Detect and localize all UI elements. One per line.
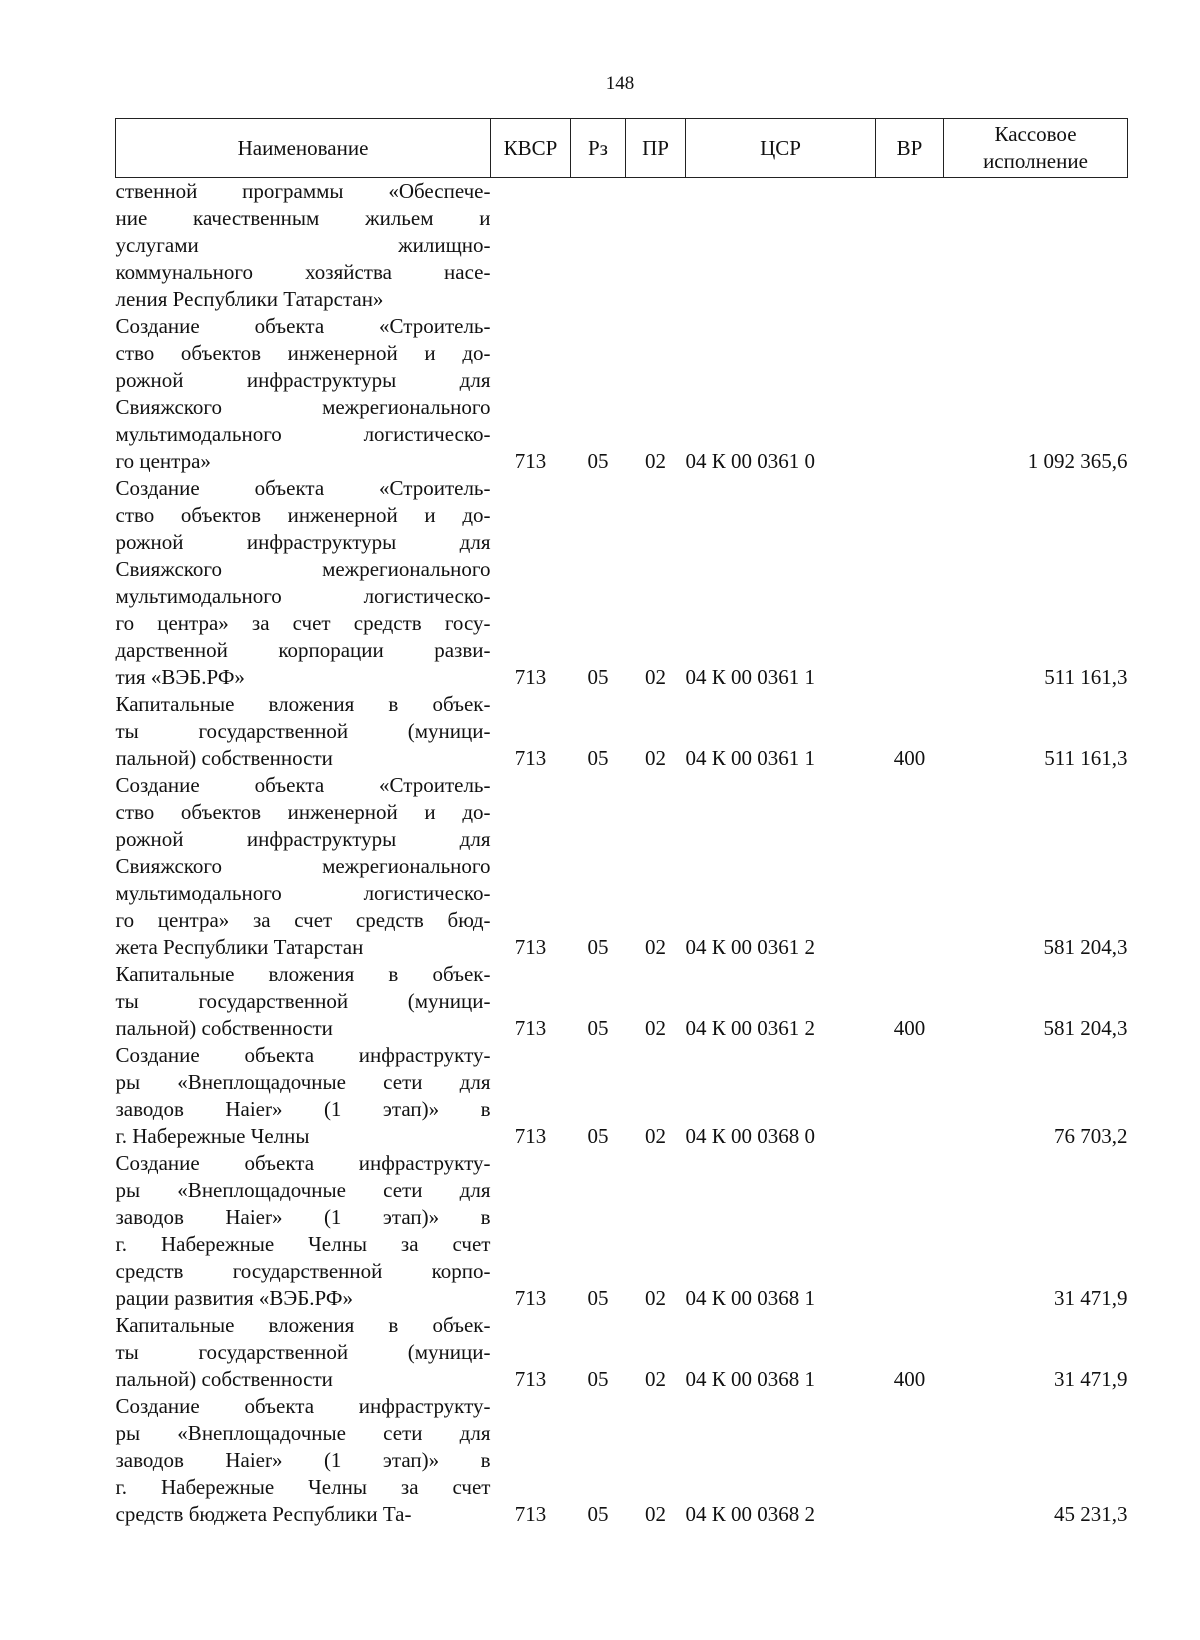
cell-kvsr: 713 (514, 449, 547, 473)
table-row (116, 1393, 1128, 1528)
name-line: Капитальные вложения в объек- (115, 1313, 491, 1337)
table-row (116, 1312, 1128, 1393)
cell-rz: 05 (587, 935, 609, 959)
cell-kvsr (491, 178, 571, 314)
cell-vr (876, 1393, 944, 1528)
name-line: Свияжского межрегионального (115, 854, 491, 878)
cell-rz: 05 (587, 665, 609, 689)
cell-pr: 02 (645, 1367, 666, 1391)
table-row (116, 178, 1128, 314)
cell-rz: 05 (587, 1286, 609, 1310)
cell-vr (876, 178, 944, 314)
name-line: ние качественным жильем и (115, 206, 491, 230)
column-header-csr: ЦСР (686, 119, 876, 178)
cell-sum: 76 703,2 (1054, 1124, 1128, 1148)
cell-name (116, 961, 491, 1042)
cell-pr: 02 (645, 1502, 666, 1526)
name-line: рожной инфраструктуры для (115, 827, 491, 851)
cell-rz: 05 (587, 1502, 609, 1526)
cell-rz: 05 (587, 1367, 609, 1391)
cell-kvsr: 713 (514, 665, 547, 689)
name-line: ры «Внеплощадочные сети для (115, 1178, 491, 1202)
name-line: услугами жилищно- (115, 233, 491, 257)
name-line: г. Набережные Челны за счет (115, 1232, 491, 1256)
name-line: го центра» (115, 449, 211, 473)
cell-pr: 02 (645, 935, 666, 959)
name-line: заводов Haier» (1 этап)» в (115, 1205, 491, 1229)
cell-sum (944, 178, 1128, 314)
name-line: ство объектов инженерной и до- (115, 800, 491, 824)
cell-sum: 31 471,9 (1054, 1286, 1128, 1310)
name-line: ственной программы «Обеспече- (115, 179, 491, 203)
name-line: пальной) собственности (115, 1016, 333, 1040)
name-line: г. Набережные Челны за счет (115, 1475, 491, 1499)
cell-rz: 05 (587, 449, 609, 473)
cell-sum: 581 204,3 (1043, 1016, 1128, 1040)
name-line: го центра» за счет средств бюд- (115, 908, 491, 932)
column-header-name: Наименование (116, 119, 491, 178)
name-line: рации развития «ВЭБ.РФ» (115, 1286, 353, 1310)
cell-csr: 04 К 00 0361 1 (685, 665, 816, 689)
cell-sum: 511 161,3 (1044, 746, 1128, 770)
cell-rz: 05 (587, 746, 609, 770)
name-line: заводов Haier» (1 этап)» в (115, 1448, 491, 1472)
cell-csr: 04 К 00 0368 0 (685, 1124, 816, 1148)
name-line: Создание объекта «Строитель- (115, 773, 491, 797)
name-line: Создание объекта инфраструкту- (115, 1043, 491, 1067)
name-line: ты государственной (муници- (115, 1340, 491, 1364)
name-line: средств государственной корпо- (115, 1259, 491, 1283)
table-header-row (116, 119, 1128, 178)
name-line: заводов Haier» (1 этап)» в (115, 1097, 491, 1121)
name-line: ство объектов инженерной и до- (115, 341, 491, 365)
name-line: ство объектов инженерной и до- (115, 503, 491, 527)
column-header-sum-line1: Кассовое (994, 122, 1077, 146)
cell-vr: 400 (893, 1016, 926, 1040)
cell-kvsr: 713 (514, 1367, 547, 1391)
name-line: мультимодального логистическо- (115, 881, 491, 905)
cell-csr: 04 К 00 0368 2 (685, 1502, 816, 1526)
cell-vr (876, 1150, 944, 1312)
cell-csr: 04 К 00 0368 1 (685, 1367, 816, 1391)
name-line: ты государственной (муници- (115, 989, 491, 1013)
column-header-sum (944, 119, 1128, 178)
name-line: дарственной корпорации разви- (115, 638, 491, 662)
cell-csr: 04 К 00 0361 0 (685, 449, 816, 473)
cell-kvsr: 713 (514, 935, 547, 959)
name-line: рожной инфраструктуры для (115, 530, 491, 554)
name-line: Капитальные вложения в объек- (115, 692, 491, 716)
name-line: пальной) собственности (115, 746, 333, 770)
cell-vr: 400 (893, 1367, 926, 1391)
cell-name (116, 1042, 491, 1150)
name-line: коммунального хозяйства насе- (115, 260, 491, 284)
cell-pr: 02 (645, 449, 666, 473)
name-line: жета Республики Татарстан (115, 935, 364, 959)
column-header-sum-line2: исполнение (983, 149, 1088, 173)
name-line: ты государственной (муници- (115, 719, 491, 743)
table-row (116, 691, 1128, 772)
table-row (116, 772, 1128, 961)
cell-pr: 02 (645, 665, 666, 689)
cell-name (116, 178, 491, 314)
cell-kvsr: 713 (514, 1124, 547, 1148)
name-line: Свияжского межрегионального (115, 557, 491, 581)
cell-csr: 04 К 00 0361 1 (685, 746, 816, 770)
name-line: ры «Внеплощадочные сети для (115, 1070, 491, 1094)
cell-vr (876, 313, 944, 475)
cell-vr: 400 (893, 746, 926, 770)
cell-pr (626, 178, 686, 314)
cell-csr: 04 К 00 0361 2 (685, 1016, 816, 1040)
cell-name (116, 1393, 491, 1528)
budget-table (115, 118, 1128, 1528)
table-row (116, 1042, 1128, 1150)
name-line: средств бюджета Республики Та- (115, 1502, 412, 1526)
cell-kvsr: 713 (514, 1286, 547, 1310)
cell-rz: 05 (587, 1124, 609, 1148)
name-line: г. Набережные Челны (115, 1124, 310, 1148)
column-header-rz: Рз (571, 119, 626, 178)
cell-kvsr: 713 (514, 746, 547, 770)
name-line: Свияжского межрегионального (115, 395, 491, 419)
cell-csr: 04 К 00 0361 2 (685, 935, 816, 959)
page-number: 148 (605, 73, 635, 94)
name-line: Создание объекта инфраструкту- (115, 1151, 491, 1175)
column-header-vr: ВР (876, 119, 944, 178)
table-row (116, 313, 1128, 475)
cell-sum: 31 471,9 (1054, 1367, 1128, 1391)
cell-vr (876, 772, 944, 961)
cell-csr: 04 К 00 0368 1 (685, 1286, 816, 1310)
name-line: Создание объекта «Строитель- (115, 314, 491, 338)
cell-name (116, 475, 491, 691)
cell-rz: 05 (587, 1016, 609, 1040)
name-line: Капитальные вложения в объек- (115, 962, 491, 986)
cell-name (116, 1150, 491, 1312)
cell-pr: 02 (645, 1016, 666, 1040)
table-body (116, 178, 1128, 1529)
table-row (116, 475, 1128, 691)
cell-vr (876, 1042, 944, 1150)
cell-rz (571, 178, 626, 314)
cell-kvsr: 713 (514, 1502, 547, 1526)
name-line: мультимодального логистическо- (115, 584, 491, 608)
table-row (116, 961, 1128, 1042)
cell-name (116, 313, 491, 475)
cell-name (116, 772, 491, 961)
name-line: рожной инфраструктуры для (115, 368, 491, 392)
name-line: мультимодального логистическо- (115, 422, 491, 446)
cell-name (116, 1312, 491, 1393)
cell-pr: 02 (645, 1286, 666, 1310)
name-line: Создание объекта инфраструкту- (115, 1394, 491, 1418)
cell-name (116, 691, 491, 772)
column-header-kvsr: КВСР (491, 119, 571, 178)
cell-sum: 45 231,3 (1054, 1502, 1128, 1526)
name-line: пальной) собственности (115, 1367, 333, 1391)
cell-pr: 02 (645, 1124, 666, 1148)
cell-vr (876, 475, 944, 691)
name-line: тия «ВЭБ.РФ» (115, 665, 245, 689)
name-line: ры «Внеплощадочные сети для (115, 1421, 491, 1445)
name-line: го центра» за счет средств госу- (115, 611, 491, 635)
column-header-pr: ПР (626, 119, 686, 178)
name-line: Создание объекта «Строитель- (115, 476, 491, 500)
name-line: ления Республики Татарстан» (115, 287, 384, 311)
cell-pr: 02 (645, 746, 666, 770)
cell-sum: 581 204,3 (1043, 935, 1128, 959)
cell-csr (686, 178, 876, 314)
cell-kvsr: 713 (514, 1016, 547, 1040)
cell-sum: 511 161,3 (1044, 665, 1128, 689)
cell-sum: 1 092 365,6 (1027, 449, 1128, 473)
table-row (116, 1150, 1128, 1312)
